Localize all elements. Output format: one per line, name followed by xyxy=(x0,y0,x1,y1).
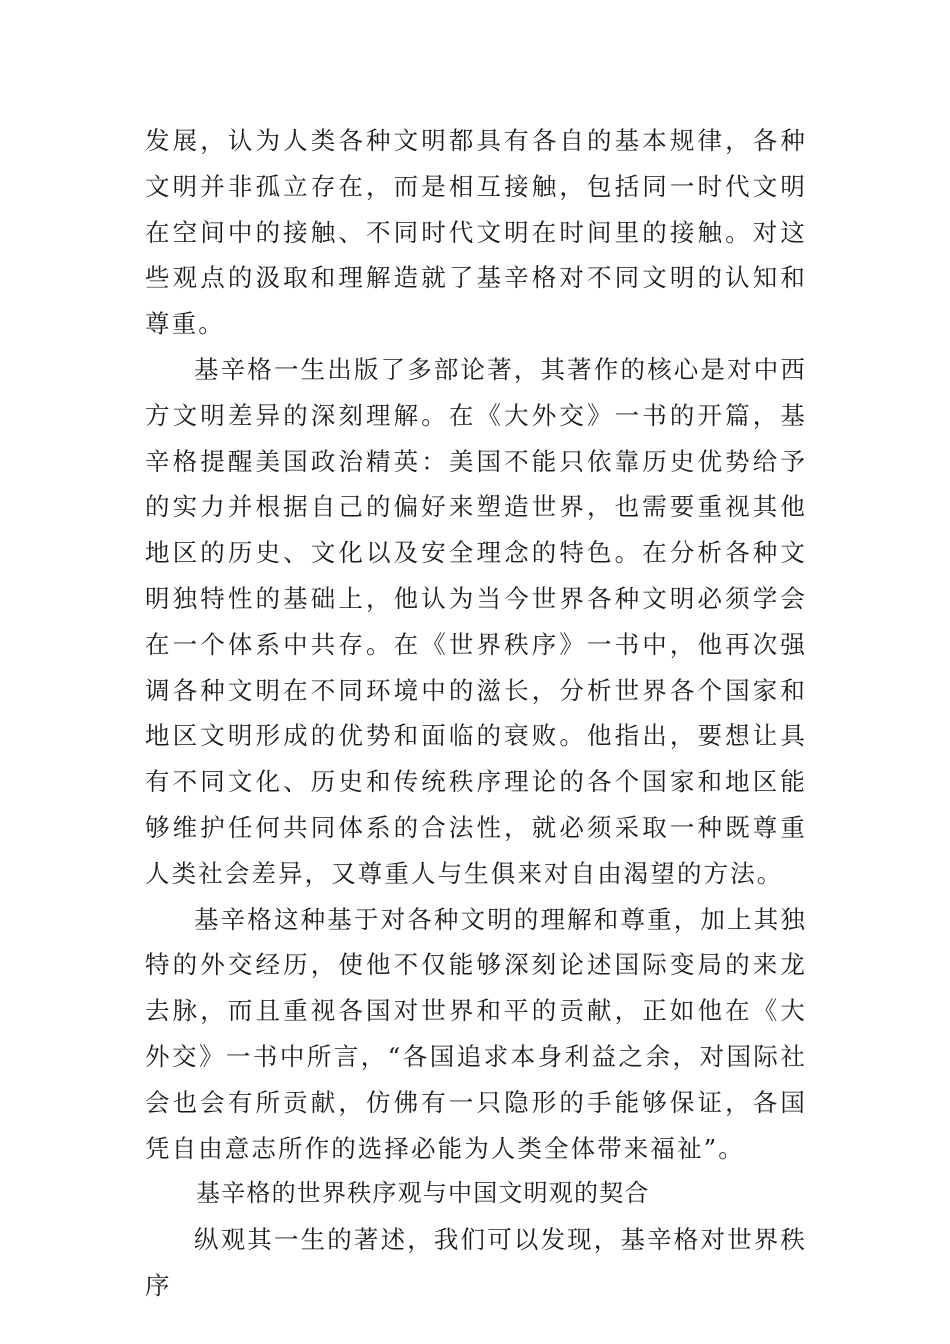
paragraph-kissinger-works: 基辛格一生出版了多部论著，其著作的核心是对中西方文明差异的深刻理解。在《大外交》一书的开篇，基辛格提醒美国政治精英：美国不能只依靠历史优势给予的实力并根据自己的偏好来塑造世界，也需要重视其他地区的历史、文化以及安全理念的特色。在分析各种文明独特性的基础上，他认为当今世界各种文明必须学会在一个体系中共存。在《世界秩序》一书中，他再次强调各种文明在不同环境中的滋长，分析世界各个国家和地区文明形成的优势和面临的衰败。他指出，要想让具有不同文化、历史和传统秩序理论的各个国家和地区能够维护任何共同体系的合法性，就必须采取一种既尊重人类社会差异，又尊重人与生俱来对自由渴望的方法。 xyxy=(145,354,807,888)
paragraph-continuation: 发展，认为人类各种文明都具有各自的基本规律，各种文明并非孤立存在，而是相互接触，包括同一时代文明在空间中的接触、不同时代文明在时间里的接触。对这些观点的汲取和理解造就了基辛格对不同文明的认知和尊重。 xyxy=(145,126,807,339)
paragraph-closing: 纵观其一生的著述，我们可以发现，基辛格对世界秩序 xyxy=(145,1225,807,1300)
paragraph-diplomacy-quote: 基辛格这种基于对各种文明的理解和尊重，加上其独特的外交经历，使他不仅能够深刻论述国际变局的来龙去脉，而且重视各国对世界和平的贡献，正如他在《大外交》一书中所言，“各国追求本身利益之余，对国际社会也会有所贡献，仿佛有一只隐形的手能够保证，各国凭自由意志所作的选择必能为人类全体带来福祉”。 xyxy=(145,904,807,1163)
section-heading: 基辛格的世界秩序观与中国文明观的契合 xyxy=(196,1179,650,1208)
document-page xyxy=(145,118,807,1309)
